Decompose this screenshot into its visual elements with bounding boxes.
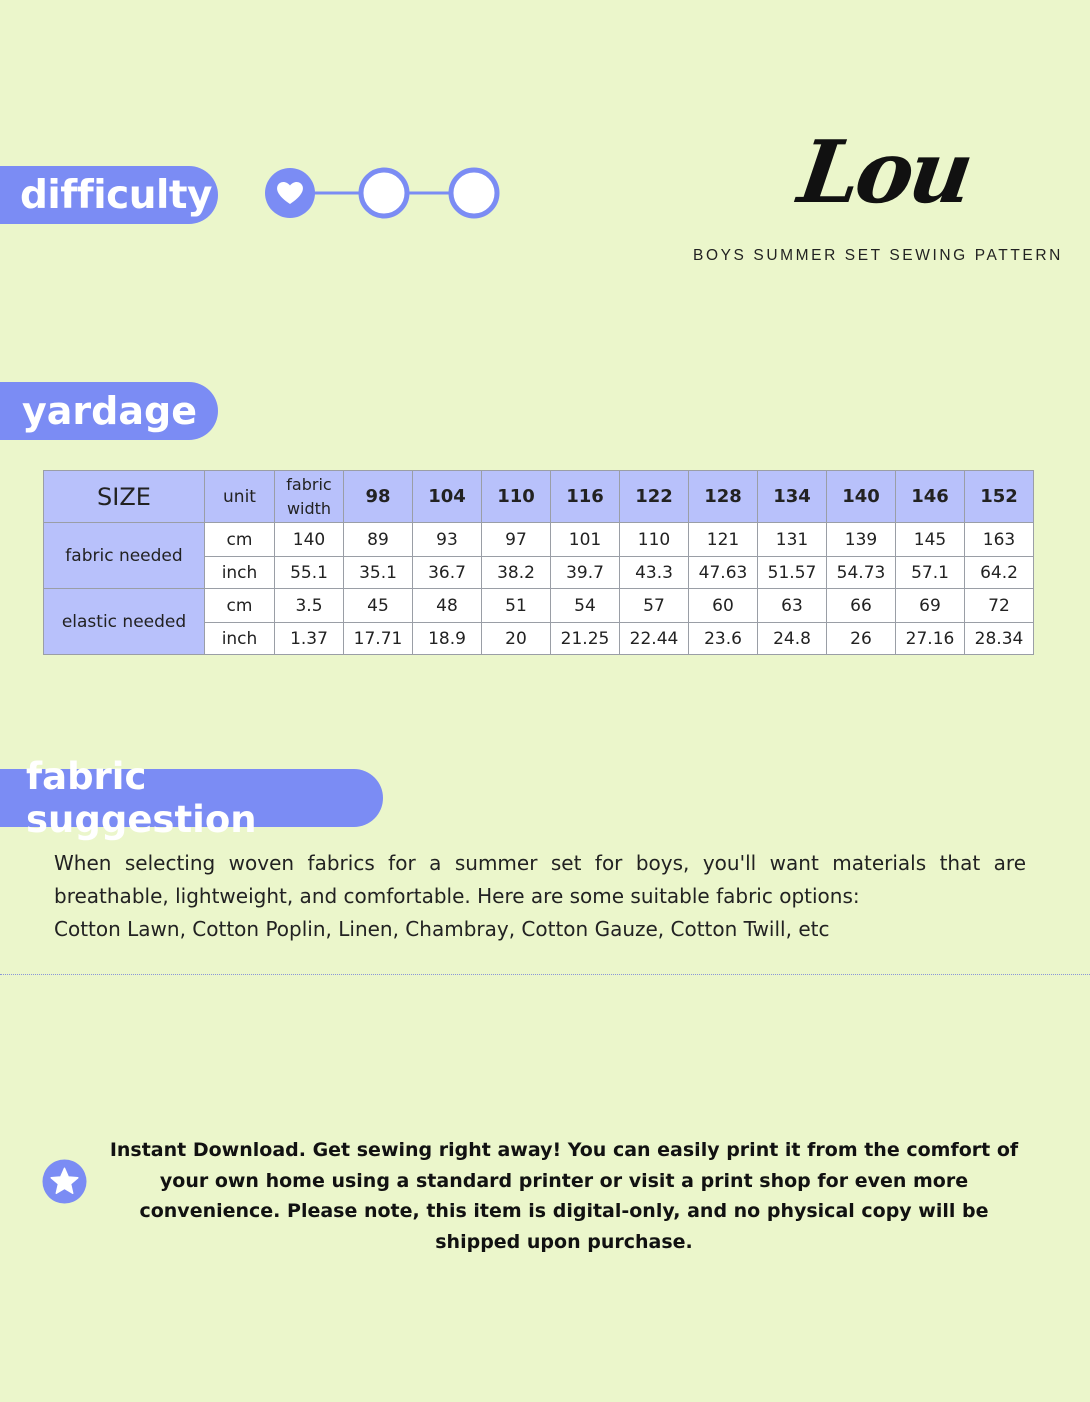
fabric-suggestion-text xyxy=(54,847,1026,946)
size-column-header: 104 xyxy=(413,471,482,523)
size-column-header: 128 xyxy=(689,471,758,523)
size-column-header: 146 xyxy=(896,471,965,523)
value-cell: 97 xyxy=(482,523,551,557)
value-cell: 36.7 xyxy=(413,557,482,589)
empty-circle-icon xyxy=(451,170,497,216)
size-column-header: 110 xyxy=(482,471,551,523)
value-cell: 26 xyxy=(827,623,896,655)
size-column-header: 134 xyxy=(758,471,827,523)
table-row xyxy=(44,523,1034,557)
row-group-label: elastic needed xyxy=(44,589,205,655)
fabric-intro: When selecting woven fabrics for a summer set for boys, you'll want materials that are breathable, lightweight, and comfortable. Here are some suitable fabric options: xyxy=(54,851,1026,908)
value-cell: 27.16 xyxy=(896,623,965,655)
value-cell: 54.73 xyxy=(827,557,896,589)
fabric-list: Cotton Lawn, Cotton Poplin, Linen, Chambray, Cotton Gauze, Cotton Twill, etc xyxy=(54,917,830,941)
value-cell: 145 xyxy=(896,523,965,557)
value-cell: 110 xyxy=(620,523,689,557)
fabric-width-header xyxy=(275,471,344,523)
size-column-header: 116 xyxy=(551,471,620,523)
value-cell: 47.63 xyxy=(689,557,758,589)
value-cell: 23.6 xyxy=(689,623,758,655)
value-cell: 64.2 xyxy=(965,557,1034,589)
download-notice: Instant Download. Get sewing right away! You can easily print it from the comfort of your own home using a standard printer or visit a print shop for even more convenience. Please note, this item is digital-only, and no physical copy will be shipped upon purchase. xyxy=(109,1139,1019,1253)
value-cell: 131 xyxy=(758,523,827,557)
value-cell: 51.57 xyxy=(758,557,827,589)
value-cell: 63 xyxy=(758,589,827,623)
value-cell: 69 xyxy=(896,589,965,623)
value-cell: 60 xyxy=(689,589,758,623)
empty-circle-icon xyxy=(361,170,407,216)
yardage-table xyxy=(43,470,1034,655)
fabric-width-header-line1: fabric xyxy=(286,474,332,494)
value-cell: 39.7 xyxy=(551,557,620,589)
unit-cell: inch xyxy=(205,623,275,655)
brand-title: Lou xyxy=(792,122,976,223)
value-cell: 22.44 xyxy=(620,623,689,655)
star-icon xyxy=(42,1159,87,1204)
table-header-row xyxy=(44,471,1034,523)
section-heading-yardage: yardage xyxy=(0,382,218,440)
fabric-width-cell: 55.1 xyxy=(275,557,344,589)
heart-icon xyxy=(265,168,315,218)
value-cell: 72 xyxy=(965,589,1034,623)
value-cell: 163 xyxy=(965,523,1034,557)
value-cell: 89 xyxy=(344,523,413,557)
size-column-header: 140 xyxy=(827,471,896,523)
table-row xyxy=(44,589,1034,623)
table-body xyxy=(44,523,1034,655)
section-heading-difficulty: difficulty xyxy=(0,166,218,224)
fabric-width-header-line2: width xyxy=(286,498,332,518)
value-cell: 121 xyxy=(689,523,758,557)
section-heading-fabric-suggestion: fabric suggestion xyxy=(0,769,383,827)
difficulty-scale xyxy=(264,166,504,220)
unit-cell: cm xyxy=(205,523,275,557)
value-cell: 38.2 xyxy=(482,557,551,589)
value-cell: 21.25 xyxy=(551,623,620,655)
size-column-header: 152 xyxy=(965,471,1034,523)
value-cell: 24.8 xyxy=(758,623,827,655)
value-cell: 18.9 xyxy=(413,623,482,655)
value-cell: 17.71 xyxy=(344,623,413,655)
unit-cell: cm xyxy=(205,589,275,623)
value-cell: 43.3 xyxy=(620,557,689,589)
row-group-label: fabric needed xyxy=(44,523,205,589)
brand-subtitle: BOYS SUMMER SET SEWING PATTERN xyxy=(693,247,1063,264)
section-divider xyxy=(0,974,1090,975)
fabric-width-cell: 3.5 xyxy=(275,589,344,623)
fabric-width-cell: 1.37 xyxy=(275,623,344,655)
value-cell: 93 xyxy=(413,523,482,557)
value-cell: 20 xyxy=(482,623,551,655)
size-header: SIZE xyxy=(44,471,205,523)
value-cell: 48 xyxy=(413,589,482,623)
value-cell: 66 xyxy=(827,589,896,623)
value-cell: 45 xyxy=(344,589,413,623)
unit-header: unit xyxy=(205,471,275,523)
unit-cell: inch xyxy=(205,557,275,589)
value-cell: 35.1 xyxy=(344,557,413,589)
size-column-header: 98 xyxy=(344,471,413,523)
value-cell: 28.34 xyxy=(965,623,1034,655)
value-cell: 101 xyxy=(551,523,620,557)
size-column-header: 122 xyxy=(620,471,689,523)
value-cell: 57 xyxy=(620,589,689,623)
value-cell: 51 xyxy=(482,589,551,623)
value-cell: 57.1 xyxy=(896,557,965,589)
fabric-width-cell: 140 xyxy=(275,523,344,557)
value-cell: 54 xyxy=(551,589,620,623)
value-cell: 139 xyxy=(827,523,896,557)
